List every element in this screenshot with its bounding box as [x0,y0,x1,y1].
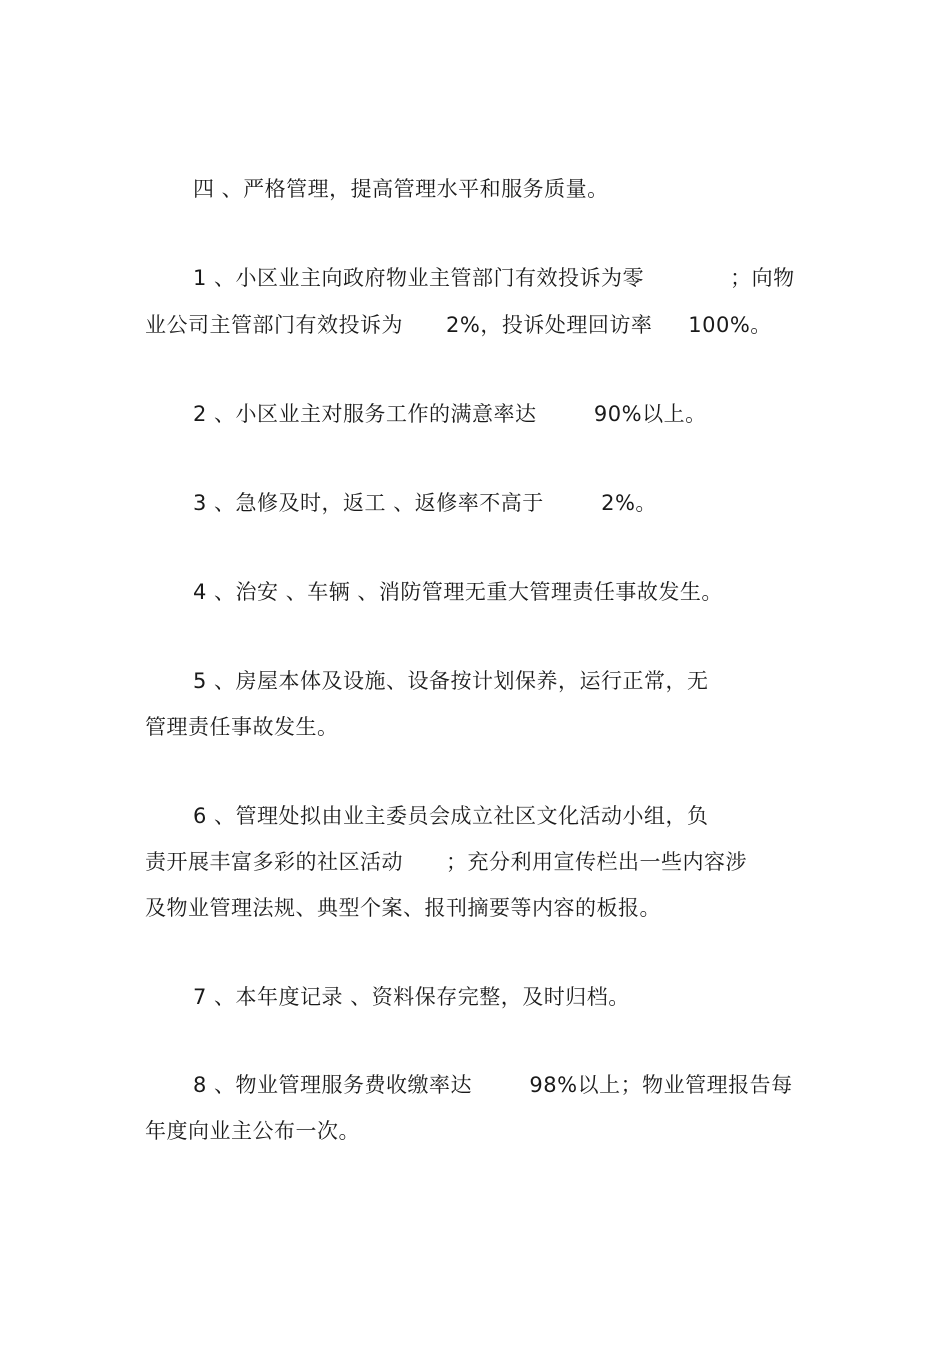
item-6-line-3: 及物业管理法规、典型个案、报刊摘要等内容的板报。 [145,896,661,920]
item-4-line-1: 4 、治安 、车辆 、消防管理无重大管理责任事故发生。 [193,580,723,604]
item-5-line-1: 5 、房屋本体及设施、设备按计划保养，运行正常，无 [193,669,709,693]
item-5-line-2: 管理责任事故发生。 [145,715,339,739]
item-1-line-2: 业公司主管部门有效投诉为 2%，投诉处理回访率 100%。 [145,313,772,337]
item-7-line-1: 7 、本年度记录 、资料保存完整，及时归档。 [193,985,630,1009]
item-3-line-1: 3 、急修及时，返工 、返修率不高于 2%。 [193,491,657,515]
item-8-line-2: 年度向业主公布一次。 [145,1119,360,1143]
section-heading: 四 、严格管理，提高管理水平和服务质量。 [193,177,609,201]
item-6-line-1: 6 、管理处拟由业主委员会成立社区文化活动小组，负 [193,804,709,828]
item-1-line-1: 1 、小区业主向政府物业主管部门有效投诉为零 ；向物 [193,266,795,290]
item-2-line-1: 2 、小区业主对服务工作的满意率达 90%以上。 [193,402,707,426]
item-8-line-1: 8 、物业管理服务费收缴率达 98%以上；物业管理报告每 [193,1073,793,1097]
item-6-line-2: 责开展丰富多彩的社区活动 ；充分利用宣传栏出一些内容涉 [145,850,748,874]
